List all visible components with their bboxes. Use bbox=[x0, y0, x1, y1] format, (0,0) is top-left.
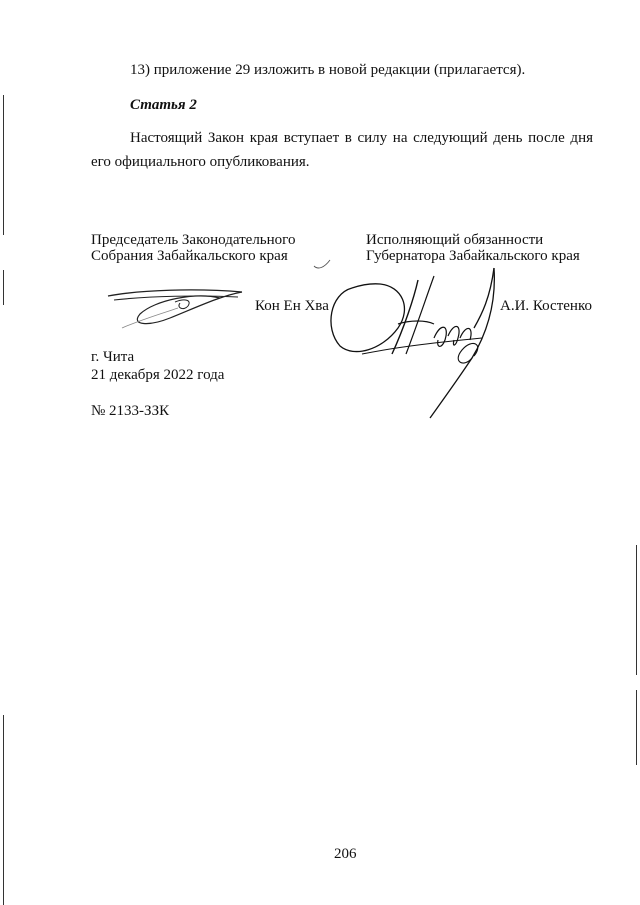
left-signatory-name: Кон Ен Хва bbox=[255, 298, 329, 314]
scan-edge-mark bbox=[3, 715, 4, 905]
scan-edge-mark bbox=[636, 545, 637, 675]
right-signatory-name: А.И. Костенко bbox=[500, 298, 592, 314]
page-number: 206 bbox=[334, 846, 357, 862]
left-signature-icon bbox=[100, 278, 250, 334]
article-text-line2: его официального опубликования. bbox=[91, 154, 310, 170]
left-signatory-title-line1: Председатель Законодательного bbox=[91, 232, 296, 248]
right-signatory-title-line1: Исполняющий обязанности bbox=[366, 232, 544, 248]
date-label: 21 декабря 2022 года bbox=[91, 367, 225, 383]
right-signatory-title-line2: Губернатора Забайкальского края bbox=[366, 248, 580, 264]
item-13-text: 13) приложение 29 изложить в новой редакции (прилагается). bbox=[130, 62, 526, 78]
right-signature-icon bbox=[322, 258, 507, 423]
scan-edge-mark bbox=[3, 270, 4, 305]
scan-edge-mark bbox=[3, 95, 4, 235]
article-heading: Статья 2 bbox=[130, 97, 197, 113]
scan-edge-mark bbox=[636, 690, 637, 765]
law-number: № 2133-ЗЗК bbox=[91, 403, 170, 419]
ink-mark-icon bbox=[312, 256, 334, 272]
left-signatory-title-line2: Собрания Забайкальского края bbox=[91, 248, 288, 264]
city-label: г. Чита bbox=[91, 349, 135, 365]
article-text-line1: Настоящий Закон края вступает в силу на следующий день после дня bbox=[130, 130, 593, 146]
